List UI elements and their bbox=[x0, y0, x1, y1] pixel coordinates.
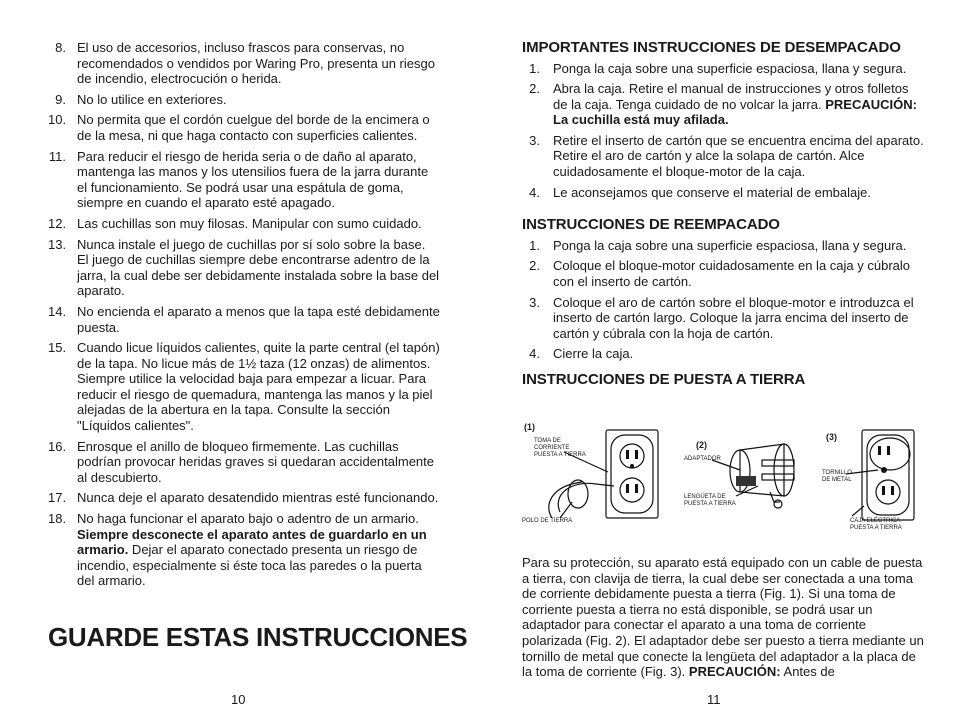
unpacking-title: IMPORTANTES INSTRUCCIONES DE DESEMPACADO bbox=[522, 39, 901, 56]
list-item: 11. Para reducir el riesgo de herida seria o de daño al aparato, mantenga las manos y los utensilios fuera de la jarra durante el funcionamiento. Se podrá usar una espátula de goma, siempre en cuando el aparato esté apagado. bbox=[48, 148, 429, 211]
list-item: 10. No permita que el cordón cuelgue del borde de la encimera o de la mesa, ni que haga contacto con superficies calientes. bbox=[48, 112, 430, 143]
list-item: 8. El uso de accesorios, incluso frascos para conservas, no recomendados o vendidos por Waring Pro, presenta un riesgo de incendio, electrocución o herida. bbox=[55, 40, 435, 87]
ground-tab-label: LENGÜETA DE PUESTA A TIERRA bbox=[684, 494, 736, 507]
grounding-title: INSTRUCCIONES DE PUESTA A TIERRA bbox=[522, 370, 806, 388]
list-item: 13. Nunca instale el juego de cuchillas por sí solo sobre la base. El juego de cuchillas siempre debe encontrarse adentro de la jarra, la cual debe ser debidamente instalada sobre la base del aparato. bbox=[48, 236, 440, 299]
list-item: 15. Cuando licue líquidos calientes, quite la parte central (el tapón) de la tapa. No licue más de 1½ taza (12 onzas) de alimentos. Siempre utilice la velocidad baja para empezar a licuar. Para reducir el riesgo de quemadura, mantenga las manos y la piel alejadas de la abertura en la tapa. Consulte la sección "Líquidos calientes". bbox=[48, 340, 440, 434]
list-item: 16. Enrosque el anillo de bloqueo firmemente. Las cuchillas podrían provocar heridas graves si quedaran accidentalmente al descubierto. bbox=[48, 438, 434, 485]
right-page bbox=[522, 40, 924, 392]
list-item: 14. No encienda el aparato a menos que la tapa esté debidamente puesta. bbox=[48, 303, 440, 335]
list-item: 1. Ponga la caja sobre una superficie espaciosa, llana y segura. bbox=[529, 60, 907, 76]
screw-label: TORNILLO DE METAL bbox=[822, 470, 852, 483]
save-instructions-title: GUARDE ESTAS INSTRUCCIONES bbox=[48, 622, 468, 652]
ground-pin-label: POLO DE TIERRA bbox=[522, 518, 573, 524]
list-item: 9. No lo utilice en exteriores. bbox=[55, 91, 227, 107]
left-page bbox=[48, 40, 440, 594]
unpacking-list bbox=[522, 61, 924, 201]
list-item: 4. Le aconsejamos que conserve el material de embalaje. bbox=[529, 184, 871, 200]
outlet-label: TOMA DE CORRIENTE PUESTA A TIERRA bbox=[534, 438, 586, 458]
warning-bold: Siempre desconecte el aparato antes de guardarlo en un armario. bbox=[77, 526, 427, 558]
fig-3-label: (3) bbox=[826, 432, 837, 442]
list-item: 17. Nunca deje el aparato desatendido mientras esté funcionando. bbox=[48, 490, 439, 506]
repacking-title: INSTRUCCIONES DE REEMPACADO bbox=[522, 216, 780, 234]
list-item: 18. No haga funcionar el aparato bajo o adentro de un armario. Siempre desconecte el aparato antes de guardarlo en un armario. Dejar el aparato conectado presenta un riesgo de incendio, especialmente si éste toca las paredes o la puerta del armario. bbox=[48, 511, 427, 589]
caution-bold: PRECAUCIÓN: bbox=[688, 664, 781, 680]
grounding-paragraph: Para su protección, su aparato está equipado con un cable de puesta a tierra, con clavija de tierra, la cual debe ser conectada a una toma de corriente debidamente puesta a tierra (Fig. 1). Si una toma de corriente puesta a tierra no está disponible, se podrá usar un adaptador para conectar el aparato a una toma de corriente polarizada (Fig. 2). El adaptador debe ser puesto a tierra mediante un tornillo de metal que conecte la lengüeta del adaptador a la placa de la toma de corriente (Fig. 3). PRECAUCIÓN: Antes de bbox=[522, 555, 924, 680]
list-item: 1. Ponga la caja sobre una superficie espaciosa, llana y segura. bbox=[529, 237, 907, 253]
repacking-list bbox=[522, 238, 924, 362]
electric-box-label: CAJA ELÉCTRICA PUESTA A TIERRA bbox=[850, 518, 902, 531]
list-item: 3. Coloque el aro de cartón sobre el bloque-motor e introduzca el inserto de cartón largo. Coloque la jarra encima del inserto de cartón y cúbrala con la hoja de cartón. bbox=[529, 294, 914, 341]
caution-bold: PRECAUCIÓN: La cuchilla está muy afilada. bbox=[553, 96, 917, 128]
safety-list bbox=[48, 40, 440, 589]
list-item: 3. Retire el inserto de cartón que se encuentra encima del aparato. Retire el aro de cartón y alce la solapa de cartón. Alce cuidadosamente el bloque-motor de la caja. bbox=[529, 132, 924, 180]
grounding-illustration bbox=[522, 422, 922, 534]
page-number-left: 10 bbox=[231, 692, 246, 707]
list-item: 2. Coloque el bloque-motor cuidadosamente en la caja y cúbralo con el inserto de cartón. bbox=[529, 258, 910, 289]
list-item: 4. Cierre la caja. bbox=[529, 346, 634, 362]
page-number-right: 11 bbox=[707, 692, 721, 707]
adapter-label: ADAPTADOR bbox=[684, 456, 721, 462]
fig-1-label: (1) bbox=[524, 422, 535, 432]
fig-2-label: (2) bbox=[696, 440, 707, 450]
list-item: 2. Abra la caja. Retire el manual de instrucciones y otros folletos de la caja. Tenga cuidado de no volcar la jarra. PRECAUCIÓN: La cuchilla está muy afilada. bbox=[529, 81, 917, 128]
list-item: 12. Las cuchillas son muy filosas. Manipular con sumo cuidado. bbox=[48, 215, 422, 231]
